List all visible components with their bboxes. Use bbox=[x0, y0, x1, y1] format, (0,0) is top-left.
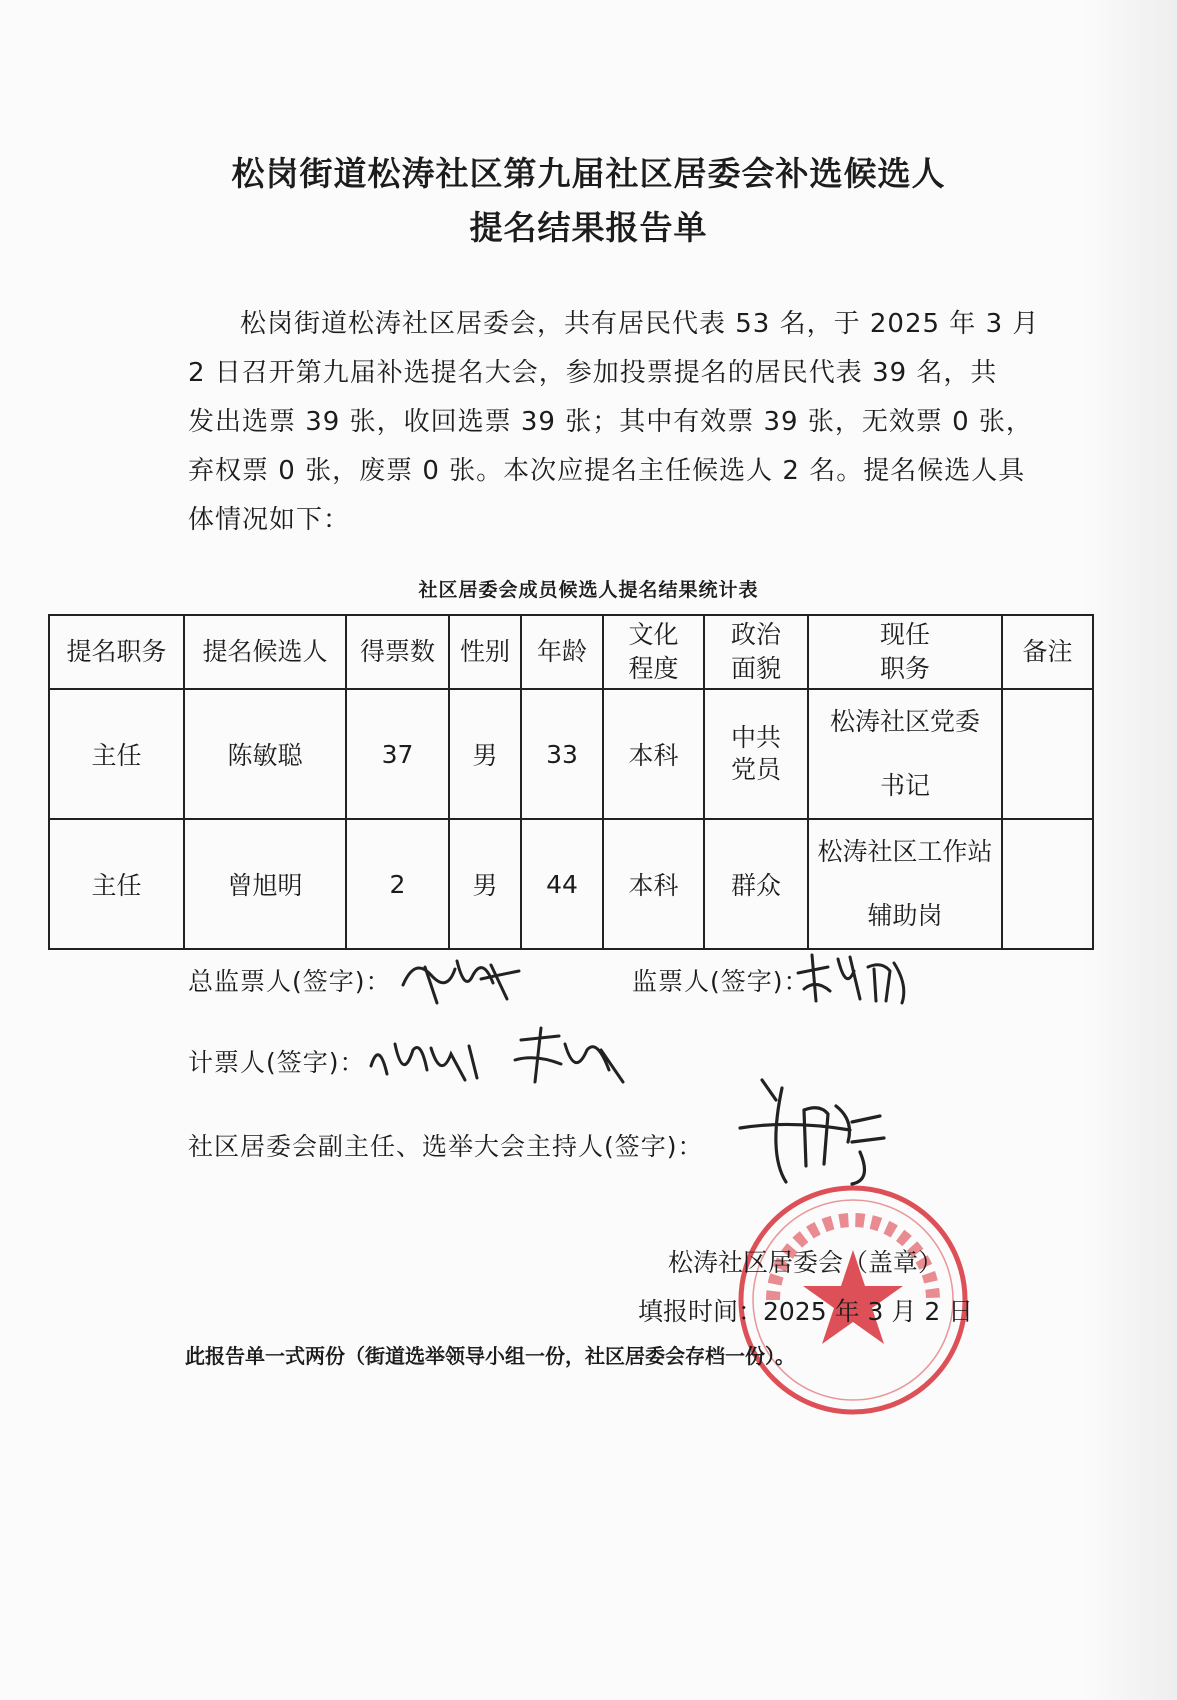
results-table bbox=[48, 614, 1094, 950]
cell-gender: 男 bbox=[449, 819, 521, 949]
counter-signature bbox=[365, 1020, 645, 1100]
header-political: 政治 面貌 bbox=[704, 615, 808, 689]
cell-position: 主任 bbox=[49, 689, 184, 819]
chief-monitor-signature bbox=[395, 945, 525, 1015]
body-line: 2 日召开第九届补选提名大会，参加投票提名的居民代表 39 名，共 bbox=[188, 358, 998, 388]
cell-remarks bbox=[1002, 819, 1093, 949]
body-paragraph bbox=[188, 300, 1048, 545]
table-row bbox=[49, 819, 1093, 949]
header-votes: 得票数 bbox=[346, 615, 449, 689]
counter-label: 计票人(签字)： bbox=[188, 1048, 366, 1077]
table-row bbox=[49, 689, 1093, 819]
cell-remarks bbox=[1002, 689, 1093, 819]
cell-votes: 37 bbox=[346, 689, 449, 819]
vote-monitor-signature bbox=[790, 945, 920, 1015]
cell-candidate: 陈敏聪 bbox=[184, 689, 346, 819]
body-line: 发出选票 39 张，收回选票 39 张；其中有效票 39 张，无效票 0 张， bbox=[188, 407, 1033, 437]
header-education: 文化 程度 bbox=[603, 615, 704, 689]
cell-gender: 男 bbox=[449, 689, 521, 819]
document-title-line1: 松岗街道松涛社区第九届社区居委会补选候选人 bbox=[231, 154, 946, 193]
cell-age: 44 bbox=[521, 819, 603, 949]
table-header-row bbox=[49, 615, 1093, 689]
header-remarks: 备注 bbox=[1002, 615, 1093, 689]
header-age: 年龄 bbox=[521, 615, 603, 689]
body-line: 体情况如下： bbox=[188, 505, 351, 535]
host-label: 社区居委会副主任、选举大会主持人(签字)： bbox=[188, 1132, 704, 1161]
issuer-org: 松涛社区居委会（盖章） bbox=[668, 1248, 944, 1277]
footnote: 此报告单一式两份（街道选举领导小组一份，社区居委会存档一份）。 bbox=[185, 1344, 795, 1368]
host-signature bbox=[720, 1070, 900, 1190]
cell-current-post: 松涛社区党委 书记 bbox=[808, 689, 1002, 819]
vote-monitor-label: 监票人(签字)： bbox=[632, 967, 810, 996]
cell-political: 中共 党员 bbox=[704, 689, 808, 819]
scan-edge-shadow bbox=[1082, 0, 1177, 1700]
header-candidate: 提名候选人 bbox=[184, 615, 346, 689]
report-date: 填报时间：2025 年 3 月 2 日 bbox=[638, 1297, 974, 1326]
cell-position: 主任 bbox=[49, 819, 184, 949]
body-line: 松岗街道松涛社区居委会，共有居民代表 53 名，于 2025 年 3 月 bbox=[240, 309, 1040, 339]
cell-political: 群众 bbox=[704, 819, 808, 949]
cell-education: 本科 bbox=[603, 819, 704, 949]
cell-education: 本科 bbox=[603, 689, 704, 819]
cell-votes: 2 bbox=[346, 819, 449, 949]
table-caption: 社区居委会成员候选人提名结果统计表 bbox=[418, 579, 759, 601]
header-current-post: 现任 职务 bbox=[808, 615, 1002, 689]
body-line: 弃权票 0 张，废票 0 张。本次应提名主任候选人 2 名。提名候选人具 bbox=[188, 456, 1026, 486]
header-gender: 性别 bbox=[449, 615, 521, 689]
chief-monitor-label: 总监票人(签字)： bbox=[188, 967, 392, 996]
cell-current-post: 松涛社区工作站 辅助岗 bbox=[808, 819, 1002, 949]
cell-age: 33 bbox=[521, 689, 603, 819]
document-title-line2: 提名结果报告单 bbox=[469, 208, 708, 247]
header-position: 提名职务 bbox=[49, 615, 184, 689]
cell-candidate: 曾旭明 bbox=[184, 819, 346, 949]
